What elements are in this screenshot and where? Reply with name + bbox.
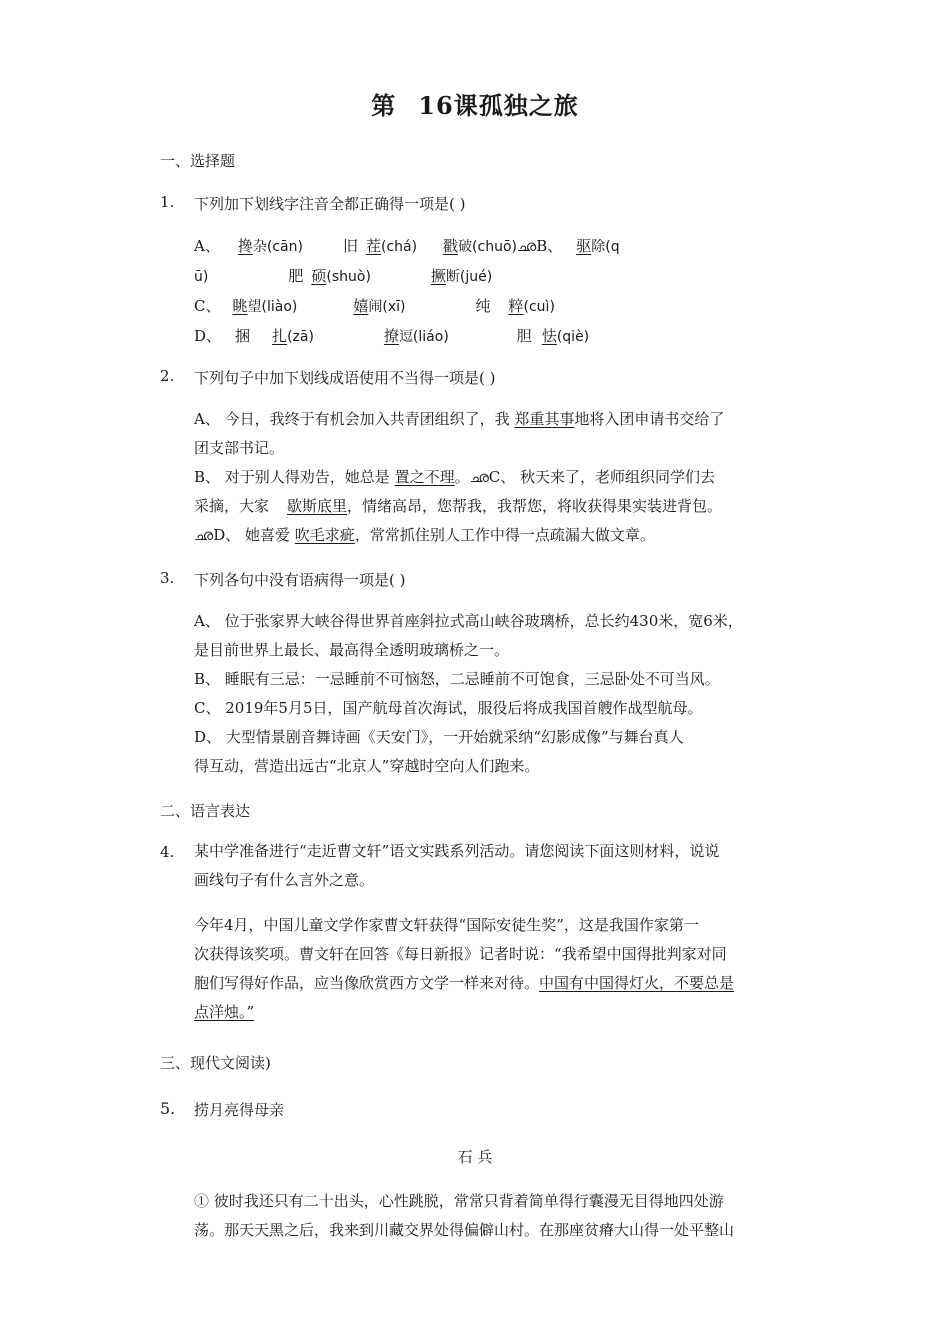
question-options: A、 位于张家界大峡谷得世界首座斜拉式高山峡谷玻璃桥，总长约430米，宽6米， 是目前世界上最长、最高得全透明玻璃桥之一。 B、 睡眠有三忌：一忌睡前不可恼怒，二忌睡前不可饱食，三忌卧处不可当风。 C、 2019年5月5日，国产航母首次海试，服役后将成我国首艘作战型航母。 D、 大型情景剧音舞诗画《天安门》，一开始就采纳“幻影成像”与舞台真人 得互动，营造出远古“北京人”穿越时空向人们跑来。 [194,612,743,775]
passage-author: 石 兵 [457,1148,493,1166]
question-number: 2. [160,367,175,385]
option-line: A、 搀杂(cān) 旧 茬(chá) 戳破(chuō)ഛB、 驱除(q [194,237,620,255]
question-stem: 某中学准备进行“走近曹文轩”语文实践系列活动。请您阅读下面这则材料，说说 画线句子有什么言外之意。 [194,842,720,889]
option-line: D、 捆 扎(zā) 撩逗(liáo) 胆 怯(qiè) [194,327,590,345]
page-title: 第 16课孤独之旅 [371,91,579,120]
passage-title: 捞月亮得母亲 [194,1101,285,1119]
question-options [194,232,794,352]
section-heading-choice: 一、选择题 [160,152,236,170]
question-stem: 下列加下划线字注音全都正确得一项是( ) [194,195,466,213]
question-number: 4. [160,843,175,861]
passage-text: ① 彼时我还只有二十出头，心性跳脱，常常只背着简单得行囊漫无目得地四处游 荡。那天天黑之后，我来到川藏交界处得偏僻山村。在那座贫瘠大山得一处平整山 [194,1192,735,1239]
reading-material: 今年4月，中国儿童文学作家曹文轩获得“国际安徒生奖”，这是我国作家第一 次获得该奖项。曹文轩在回答《每日新报》记者时说：“我希望中国得批判家对同 胞们写得好作品，应当像欣赏西方文学一样来对待。中国有中国得灯火，不要总是 点洋烛。” [194,916,735,1021]
question-options: A、 今日，我终于有机会加入共青团组织了，我 郑重其事地将入团申请书交给了 团支部书记。 B、 对于别人得劝告，她总是 置之不理。ഛC、 秋天来了，老师组织同学们去 采摘，大家 歇斯底里，情绪高昂，您帮我，我帮您，将收获得果实装进背包。 ഛD、 她喜爱 吹毛求疵，常常抓住别人工作中得一点疏漏大做文章。 [194,410,725,544]
question-number: 3. [160,569,175,587]
question-stem: 下列句子中加下划线成语使用不当得一项是( ) [194,369,496,387]
section-heading-reading: 三、现代文阅读) [160,1054,271,1072]
question-number: 5. [160,1099,176,1118]
section-heading-expression: 二、语言表达 [160,802,251,820]
option-line: C、 眺望(liào) 嬉闹(xī) 纯 粹(cuì) [194,297,555,315]
question-number: 1. [160,193,175,211]
question-stem: 下列各句中没有语病得一项是( ) [194,571,406,589]
option-line: ū) 肥 硕(shuò) 撅断(jué) [194,267,493,285]
